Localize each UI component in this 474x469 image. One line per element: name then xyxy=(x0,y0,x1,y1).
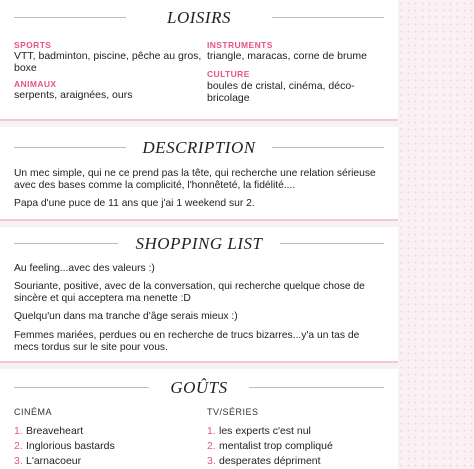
tv-item: 1. les experts c'est nul xyxy=(207,425,311,437)
shopping-title: SHOPPING LIST xyxy=(14,234,384,254)
culture-label: CULTURE xyxy=(207,69,250,79)
cinema-item: 1. Breaveheart xyxy=(14,425,84,437)
cinema-label: CINÉMA xyxy=(14,407,53,417)
sports-label: SPORTS xyxy=(14,40,52,50)
gouts-section xyxy=(0,369,398,469)
culture-value: boules de cristal, cinéma, déco-bricolage xyxy=(207,80,355,104)
tv-item: 3. desperates dépriment xyxy=(207,455,321,467)
loisirs-title: LOISIRS xyxy=(14,8,384,28)
tv-item: 2. mentalist trop compliqué xyxy=(207,440,333,452)
shopping-section xyxy=(0,227,398,363)
loisirs-header xyxy=(14,8,384,28)
instruments-value: triangle, maracas, corne de brume xyxy=(207,50,367,62)
description-paragraph-2: Papa d'une puce de 11 ans que j'ai 1 weekend sur 2. xyxy=(14,198,255,209)
shopping-paragraph-1: Au feeling...avec des valeurs :) xyxy=(14,263,155,274)
animaux-label: ANIMAUX xyxy=(14,79,57,89)
page-side-background xyxy=(398,0,474,469)
loisirs-section xyxy=(0,0,398,121)
shopping-header xyxy=(14,234,384,254)
cinema-item: 2. Inglorious bastards xyxy=(14,440,115,452)
animaux-value: serpents, araignées, ours xyxy=(14,89,133,101)
gouts-header xyxy=(14,378,384,398)
description-section xyxy=(0,127,398,221)
gouts-title: GOÛTS xyxy=(14,378,384,398)
sports-value: VTT, badminton, piscine, pêche au gros, boxe xyxy=(14,50,202,74)
shopping-paragraph-4: Femmes mariées, perdues ou en recherche de trucs bizarres...y'a un tas de mecs tordus sur le site pour vous. xyxy=(14,330,360,353)
instruments-label: INSTRUMENTS xyxy=(207,40,273,50)
cinema-item: 3. L'arnacoeur xyxy=(14,455,82,467)
description-paragraph-1: Un mec simple, qui ne ce prend pas la tête, qui recherche une relation sérieuse avec des bases comme la complicité, l'honnêteté, la fidélité.... xyxy=(14,168,376,191)
shopping-paragraph-3: Quelqu'un dans ma tranche d'âge serais mieux :) xyxy=(14,311,238,322)
description-title: DESCRIPTION xyxy=(14,138,384,158)
tv-label: TV/SÉRIES xyxy=(207,407,259,417)
shopping-paragraph-2: Souriante, positive, avec de la conversation, qui recherche quelque chose de sincère et qui acceptera ma nenette :D xyxy=(14,281,365,304)
description-header xyxy=(14,138,384,158)
